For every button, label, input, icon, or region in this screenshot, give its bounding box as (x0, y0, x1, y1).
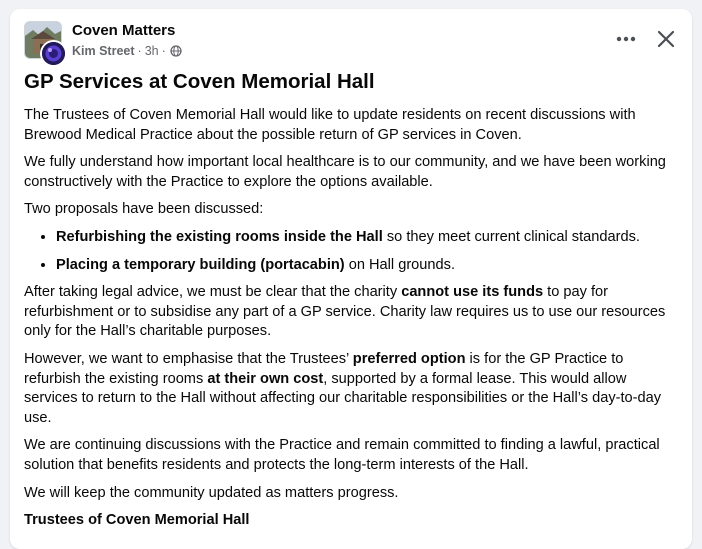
close-icon[interactable] (654, 27, 678, 51)
text-run: , supported by a formal lease. This would allow services to return to the Hall without affecting our charitable responsibilities or the Hall’s day-to-day use. (24, 370, 662, 426)
text-run: to pay for refurbishment or to subsidise any part of a GP service. Charity law requires us to use our resources only for the Hall’s charitable purposes. (24, 284, 666, 340)
text-run-bold: preferred option (352, 350, 466, 367)
proposals-list (24, 228, 682, 275)
paragraph-legal (24, 283, 682, 342)
more-horizontal-icon[interactable] (614, 27, 638, 51)
paragraph-intro: The Trustees of Coven Memorial Hall would like to update residents on recent discussions with Brewood Medical Practice about the possible return of GP services in Coven. (24, 107, 636, 143)
text-run-bold: cannot use its funds (401, 284, 544, 301)
post-meta (72, 44, 182, 58)
list-item (56, 256, 682, 276)
meta-separator: · (137, 44, 142, 58)
group-name-link[interactable]: Coven Matters (72, 22, 176, 39)
paragraph-healthcare: We fully understand how important local healthcare is to our community, and we have been working constructively with the Practice to explore the options available. (24, 154, 666, 190)
post-actions (614, 27, 678, 51)
text-run: However, we want to emphasise that the Trustees’ (24, 350, 353, 367)
post-card (10, 9, 692, 549)
bullet-text: so they meet current clinical standards. (382, 228, 640, 245)
globe-icon[interactable] (170, 45, 182, 57)
user-avatar[interactable] (40, 40, 67, 67)
bullet-bold: Refurbishing the existing rooms inside the Hall (56, 228, 383, 245)
post-header (24, 21, 684, 61)
bullet-bold: Placing a temporary building (portacabin) (56, 256, 345, 273)
text-run: After taking legal advice, we must be clear that the charity (24, 284, 402, 301)
paragraph-preferred (24, 350, 682, 428)
text-run: is for the GP Practice to refurbish the existing rooms (24, 350, 624, 387)
signoff: Trustees of Coven Memorial Hall (24, 512, 250, 529)
post-title: GP Services at Coven Memorial Hall (24, 70, 375, 93)
bullet-text: on Hall grounds. (344, 256, 456, 273)
post-time[interactable]: 3h (144, 44, 159, 58)
avatar-stack[interactable] (24, 21, 64, 61)
paragraph-proposals: Two proposals have been discussed: (24, 201, 264, 218)
meta-separator: · (161, 44, 166, 58)
list-item (56, 228, 682, 248)
paragraph-updates: We will keep the community updated as matters progress. (24, 484, 399, 501)
post-body (24, 106, 682, 539)
text-run-bold: at their own cost (207, 370, 324, 387)
paragraph-continuing: We are continuing discussions with the Practice and remain committed to finding a lawful, practical solution that benefits residents and protects the long-term interests of the Hall. (24, 437, 660, 473)
author-link[interactable]: Kim Street (72, 44, 135, 58)
